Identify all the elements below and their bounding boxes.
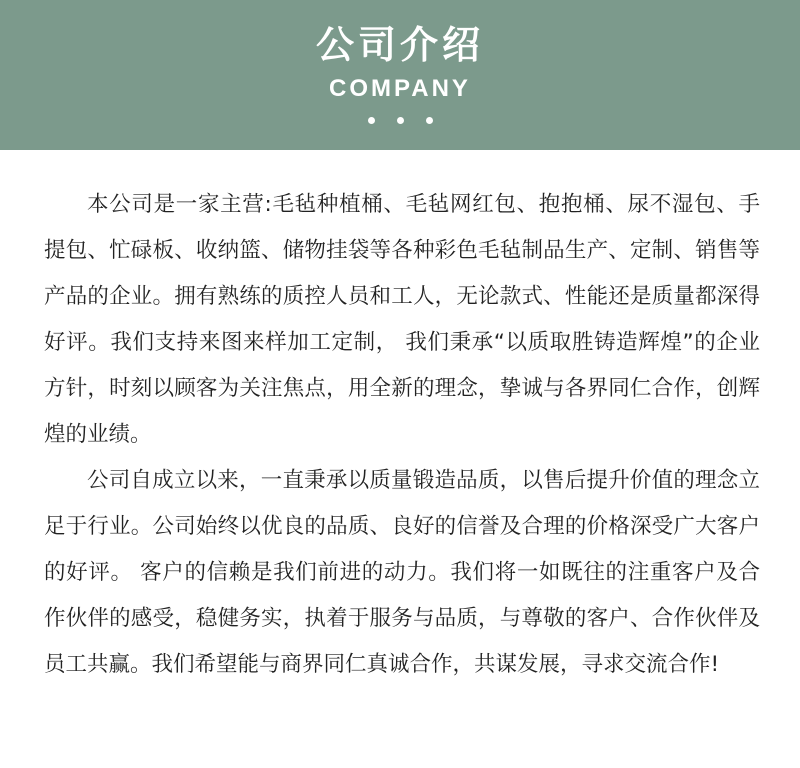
header-banner	[0, 0, 800, 150]
intro-paragraph: 本公司是一家主营:毛毡种植桶、毛毡网红包、抱抱桶、尿不湿包、手提包、忙碌板、收纳篮、储物挂袋等各种彩色毛毡制品生产、定制、销售等产品的企业。拥有熟练的质控人员和工人，无论款式、性能还是质量都深得好评。我们支持来图来样加工定制， 我们秉承“以质取胜铸造辉煌”的企业方针，时刻以顾客为关注焦点，用全新的理念，挚诚与各界同仁合作，创辉煌的业绩。	[44, 192, 760, 447]
page-subtitle: COMPANY	[329, 75, 471, 102]
dot-icon	[426, 117, 433, 124]
dot-icon	[368, 117, 375, 124]
dot-icon	[397, 117, 404, 124]
page-title: 公司介绍	[315, 23, 484, 67]
decorative-dots	[0, 117, 800, 127]
philosophy-paragraph: 公司自成立以来，一直秉承以质量锻造品质，以售后提升价值的理念立足于行业。公司始终以优良的品质、良好的信誉及合理的价格深受广大客户的好评。 客户的信赖是我们前进的动力。我们将一如既往的注重客户及合作伙伴的感受，稳健务实，执着于服务与品质，与尊敬的客户、合作伙伴及员工共赢。我们希望能与商界同仁真诚合作，共谋发展，寻求交流合作!	[44, 468, 760, 677]
company-description	[44, 182, 760, 688]
